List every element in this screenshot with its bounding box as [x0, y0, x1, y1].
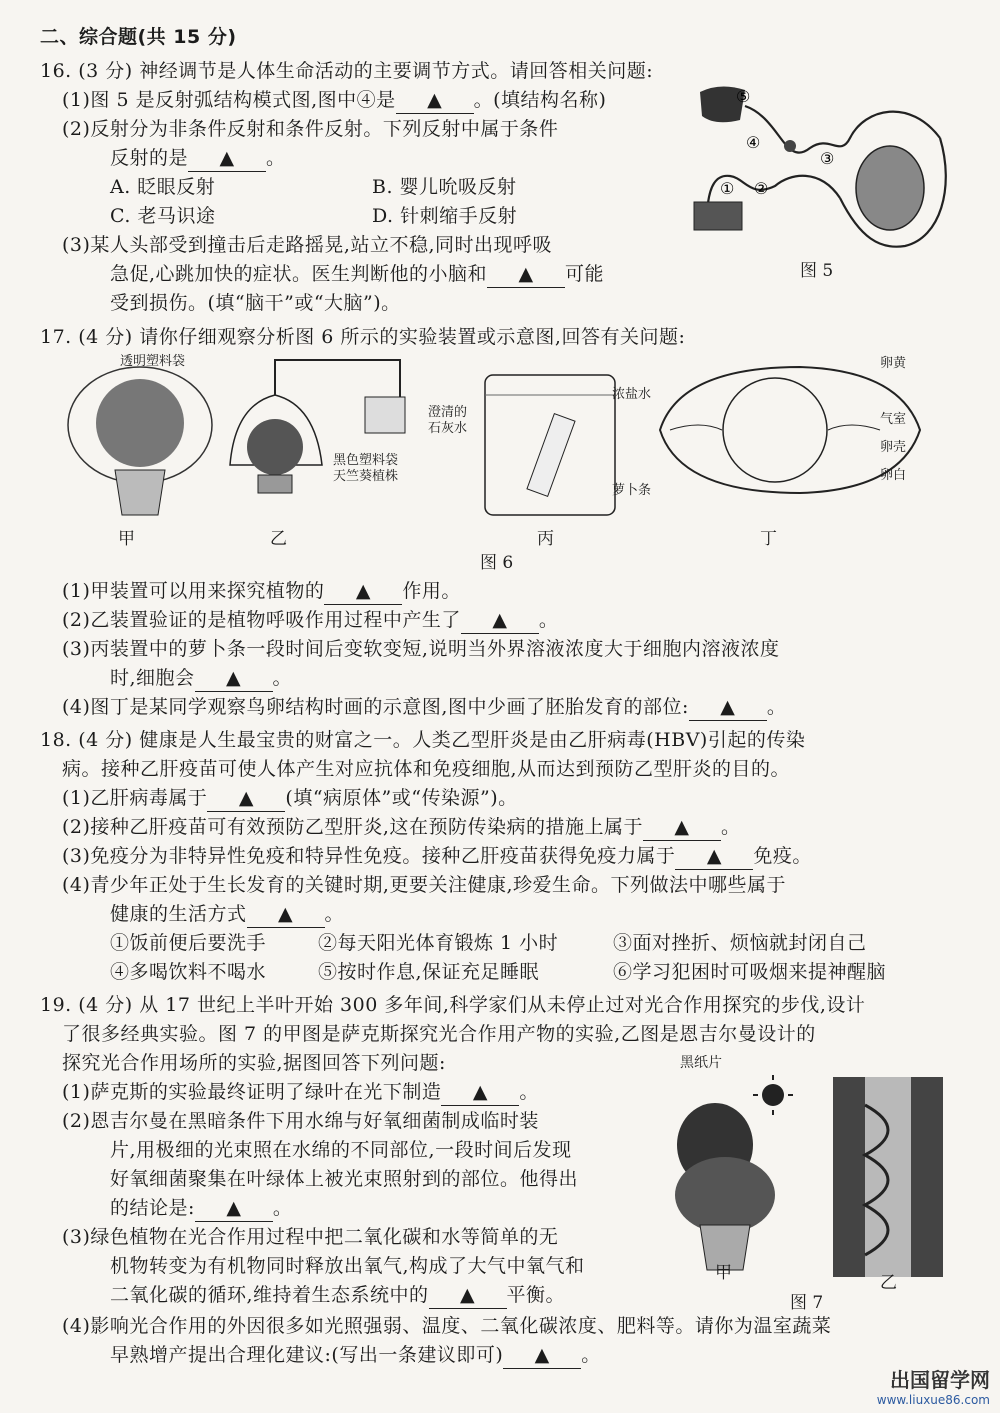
answer-blank[interactable]: ▲	[429, 1282, 507, 1309]
answer-blank[interactable]: ▲	[487, 261, 565, 288]
answer-blank[interactable]: ▲	[207, 785, 285, 812]
figure-7-drawings	[665, 1075, 955, 1290]
q17-part4	[62, 694, 786, 721]
answer-blank[interactable]: ▲	[195, 1195, 273, 1222]
plant-leaves-jia	[675, 1157, 775, 1233]
q18-heading: 18. (4 分) 健康是人生最宝贵的财富之一。人类乙型肝炎是由乙肝病毒(HBV)引起的传染	[40, 729, 806, 751]
label-shell: 卵壳	[880, 440, 907, 455]
q18-choice-4: ④多喝饮料不喝水	[110, 961, 267, 983]
answer-blank[interactable]: ▲	[643, 814, 721, 841]
q16-part3-cont	[110, 261, 604, 288]
q19-part2-cont: 片,用极细的光束照在水绵的不同部位,一段时间后发现	[110, 1139, 572, 1161]
q18-part1-suffix: (填“病原体”或“传染源”)。	[285, 787, 518, 809]
q16-part3-suffix: 可能	[565, 263, 605, 285]
q16-part2: (2)反射分为非条件反射和条件反射。下列反射中属于条件	[62, 118, 559, 140]
q17-part4-text: (4)图丁是某同学观察鸟卵结构时画的示意图,图中少画了胚胎发育的部位:	[62, 696, 689, 718]
answer-blank[interactable]: ▲	[461, 607, 539, 634]
label-radish: 萝卜条	[612, 483, 652, 498]
q16-option-b: B. 婴儿吮吸反射	[372, 176, 517, 198]
gray-matter	[856, 146, 924, 230]
figure-5-reflex-arc	[690, 78, 960, 278]
marker-1: ①	[720, 179, 735, 198]
q19-part1-text: (1)萨克斯的实验最终证明了绿叶在光下制造	[62, 1081, 442, 1103]
flower-pot-yi	[258, 475, 292, 493]
q16-heading: 16. (3 分) 神经调节是人体生命活动的主要调节方式。请回答相关问题:	[40, 60, 654, 82]
ganglion	[784, 140, 796, 152]
figure-6-drawings	[60, 355, 960, 525]
figure-6-caption: 图 6	[480, 553, 514, 573]
q19-part2-text: 的结论是:	[110, 1197, 195, 1219]
q17-part2	[62, 607, 558, 634]
q17-part3-text: 时,细胞会	[110, 667, 195, 689]
q17-part2-text: (2)乙装置验证的是植物呼吸作用过程中产生了	[62, 609, 461, 631]
q16-part3-text: 急促,心跳加快的症状。医生判断他的小脑和	[110, 263, 488, 285]
q16-part2-text: 反射的是	[110, 147, 189, 169]
q19-part2-suffix: 。	[272, 1197, 293, 1219]
q17-part2-suffix: 。	[538, 609, 559, 631]
q18-part4: (4)青少年正处于生长发育的关键时期,更要关注健康,珍爱生命。下列做法中哪些属于	[62, 874, 786, 896]
q18-part2	[62, 814, 740, 841]
q19-part3-cont-2	[110, 1282, 565, 1309]
radish-strip	[527, 414, 575, 497]
answer-blank[interactable]: ▲	[689, 694, 767, 721]
q19-part3-cont: 机物转变为有机物同时释放出氧气,构成了大气中氧气和	[110, 1255, 585, 1277]
answer-blank[interactable]: ▲	[324, 578, 402, 605]
q17-part1	[62, 578, 461, 605]
section-title: 二、综合题(共 15 分)	[40, 26, 237, 48]
label-jia: 甲	[118, 529, 135, 549]
label-black-bag: 黑色塑料袋	[333, 453, 399, 468]
answer-blank[interactable]: ▲	[441, 1079, 519, 1106]
q18-part2-suffix: 。	[720, 816, 741, 838]
marker-4: ④	[746, 133, 761, 152]
label-ding: 丁	[760, 529, 777, 549]
q19-part3-text: 二氧化碳的循环,维持着生态系统中的	[110, 1284, 429, 1306]
answer-blank[interactable]: ▲	[396, 87, 474, 114]
q18-part1	[62, 785, 518, 812]
answer-blank[interactable]: ▲	[675, 843, 753, 870]
q16-part3-end: 受到损伤。(填“脑干”或“大脑”)。	[110, 292, 401, 314]
watermark-url: www.liuxue86.com	[876, 1393, 990, 1407]
q19-part4-text: 早熟增产提出合理化建议:(写出一条建议即可)	[110, 1344, 504, 1366]
label-limewater-2: 石灰水	[428, 421, 468, 436]
q17-part1-suffix: 作用。	[402, 580, 461, 602]
label-black-paper: 黑纸片	[680, 1055, 722, 1071]
marker-5: ⑤	[736, 87, 751, 106]
label-limewater-1: 澄清的	[428, 405, 468, 420]
label-plant: 天竺葵植株	[333, 469, 399, 484]
q18-part1-text: (1)乙肝病毒属于	[62, 787, 208, 809]
q18-part3-suffix: 免疫。	[753, 845, 812, 867]
q16-part2-cont	[110, 145, 286, 172]
q16-part3: (3)某人头部受到撞击后走路摇晃,站立不稳,同时出现呼吸	[62, 234, 552, 256]
label-fig7-jia: 甲	[715, 1263, 732, 1283]
answer-blank[interactable]: ▲	[188, 145, 266, 172]
plant-leaves-yi	[247, 419, 303, 475]
figure-7-caption: 图 7	[790, 1293, 824, 1313]
marker-3: ③	[820, 149, 835, 168]
q19-part2-cont-3	[110, 1195, 292, 1222]
q16-part2-suffix: 。	[266, 147, 286, 169]
effector-shape	[694, 202, 742, 230]
q17-part1-text: (1)甲装置可以用来探究植物的	[62, 580, 325, 602]
q18-heading-cont: 病。接种乙肝疫苗可使人体产生对应抗体和免疫细胞,从而达到预防乙型肝炎的目的。	[62, 758, 791, 780]
q19-part1-suffix: 。	[519, 1081, 539, 1103]
plant-leaves-jia	[96, 379, 184, 467]
answer-blank[interactable]: ▲	[247, 901, 325, 928]
q18-part3	[62, 843, 812, 870]
site-watermark	[877, 1364, 990, 1407]
q16-option-d: D. 针刺缩手反射	[372, 205, 518, 227]
label-aircell: 气室	[880, 412, 907, 427]
q17-part4-suffix: 。	[766, 696, 787, 718]
limewater-beaker	[365, 397, 405, 433]
sun-icon	[762, 1084, 784, 1106]
label-yi: 乙	[270, 529, 287, 549]
q19-part2-cont-2: 好氧细菌聚集在叶绿体上被光束照射到的部位。他得出	[110, 1168, 579, 1190]
q17-part3-cont	[110, 665, 292, 692]
label-saltwater: 浓盐水	[612, 387, 652, 402]
sensory-nerve	[745, 106, 940, 153]
label-white: 卵白	[880, 468, 907, 483]
q18-part4-cont	[110, 901, 344, 928]
answer-blank[interactable]: ▲	[195, 665, 273, 692]
q19-part3: (3)绿色植物在光合作用过程中把二氧化碳和水等简单的无	[62, 1226, 559, 1248]
q19-heading-cont-2: 探究光合作用场所的实验,据图回答下列问题:	[62, 1052, 446, 1074]
label-transparent-bag: 透明塑料袋	[120, 354, 186, 369]
q18-choice-2: ②每天阳光体育锻炼 1 小时	[318, 932, 559, 954]
figure-5-caption: 图 5	[800, 261, 834, 281]
q19-part1	[62, 1079, 539, 1106]
egg-yolk	[723, 378, 827, 482]
answer-blank[interactable]: ▲	[503, 1342, 581, 1369]
q17-heading: 17. (4 分) 请你仔细观察分析图 6 所示的实验装置或示意图,回答有关问题:	[40, 326, 686, 348]
q16-part1	[62, 87, 606, 114]
q18-choice-1: ①饭前便后要洗手	[110, 932, 267, 954]
q18-part4-text: 健康的生活方式	[110, 903, 247, 925]
chalaza	[670, 425, 880, 430]
q17-part3-suffix: 。	[272, 667, 293, 689]
q16-option-c: C. 老马识途	[110, 205, 216, 227]
q16-part1-text: (1)图 5 是反射弧结构模式图,图中④是	[62, 89, 396, 111]
q19-heading-cont: 了很多经典实验。图 7 的甲图是萨克斯探究光合作用产物的实验,乙图是恩吉尔曼设计的	[62, 1023, 816, 1045]
label-fig7-yi: 乙	[880, 1273, 897, 1293]
label-bing: 丙	[537, 529, 554, 549]
q16-part1-suffix: 。(填结构名称)	[473, 89, 607, 111]
label-yolk: 卵黄	[880, 356, 907, 371]
q19-part4-cont	[110, 1342, 601, 1369]
q18-part2-text: (2)接种乙肝疫苗可有效预防乙型肝炎,这在预防传染病的措施上属于	[62, 816, 643, 838]
q18-choice-6: ⑥学习犯困时可吸烟来提神醒脑	[613, 961, 887, 983]
watermark-site: 出国留学网	[890, 1368, 990, 1392]
marker-2: ②	[754, 179, 769, 198]
q19-part4: (4)影响光合作用的外因很多如光照强弱、温度、二氧化碳浓度、肥料等。请你为温室蔬菜	[62, 1315, 832, 1337]
flower-pot-jia	[115, 470, 165, 515]
q19-heading: 19. (4 分) 从 17 世纪上半叶开始 300 多年间,科学家们从未停止过对光合作用探究的步伐,设计	[40, 994, 866, 1016]
q16-option-a: A. 眨眼反射	[110, 176, 216, 198]
q19-part3-suffix: 平衡。	[506, 1284, 566, 1306]
q18-part3-text: (3)免疫分为非特异性免疫和特异性免疫。接种乙肝疫苗获得免疫力属于	[62, 845, 676, 867]
q19-part2: (2)恩吉尔曼在黑暗条件下用水绵与好氧细菌制成临时装	[62, 1110, 539, 1132]
q19-part4-suffix: 。	[581, 1344, 601, 1366]
q18-choice-3: ③面对挫折、烦恼就封闭自己	[613, 932, 867, 954]
q17-part3: (3)丙装置中的萝卜条一段时间后变软变短,说明当外界溶液浓度大于细胞内溶液浓度	[62, 638, 780, 660]
q18-choice-5: ⑤按时作息,保证充足睡眠	[318, 961, 540, 983]
q18-part4-suffix: 。	[324, 903, 345, 925]
